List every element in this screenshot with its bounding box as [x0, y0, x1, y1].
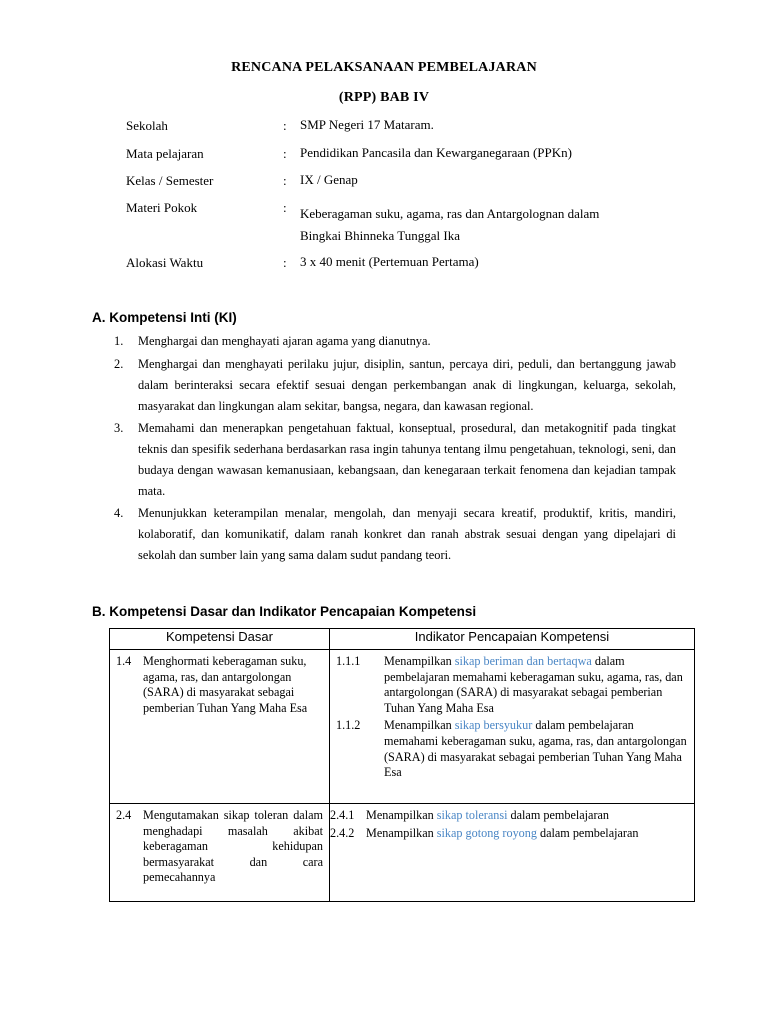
table-header-row	[110, 629, 695, 650]
list-item	[114, 503, 676, 566]
info-value-materi-line1: Keberagaman suku, agama, ras dan Antargolognan dalam	[300, 206, 600, 221]
info-colon: :	[283, 118, 287, 133]
info-value-sekolah: SMP Negeri 17 Mataram.	[300, 117, 434, 132]
indicator-text-post: dalam pembelajaran memahami keberagaman suku, agama, ras, dan antargolongan (SARA) di masyarakat sebagai pemberian Tuhan Yang Maha Esa	[384, 718, 687, 780]
info-colon: :	[283, 200, 287, 215]
list-item-text: Menghargai dan menghayati perilaku jujur, disiplin, santun, percaya diri, peduli, dan bertanggung jawab dalam berinteraksi secara efektif sesuai dengan perkembangan anak di lingkungan, keluarga, sekolah, masyarakat dan lingkungan alam sekitar, bangsa, negara, dan kawasan regional.	[138, 357, 676, 413]
indicator-number: 2.4.2	[330, 825, 355, 840]
kd-number: 2.4	[116, 808, 132, 822]
section-a-heading: A. Kompetensi Inti (KI)	[92, 310, 237, 325]
list-item	[114, 331, 676, 352]
indicator-item	[336, 718, 688, 780]
indicator-text-post: dalam pembelajaran	[536, 825, 639, 840]
info-value-materi-line2: Bingkai Bhinneka Tunggal Ika	[300, 228, 460, 243]
info-label-sekolah: Sekolah	[126, 118, 168, 133]
doc-subtitle: (RPP) BAB IV	[338, 90, 430, 105]
list-item-text: Menunjukkan keterampilan menalar, mengolah, dan menyaji secara kreatif, produktif, kritis, mandiri, kolaboratif, dan komunikatif, dalam ranah konkret dan ranah abstrak sesuai dengan yang dipelajari di sekolah dan sumber lain yang sama dalam sudut pandang teori.	[138, 506, 676, 562]
indicator-text-pre: Menampilkan	[384, 718, 455, 733]
list-item-number: 4.	[114, 506, 124, 520]
table-row	[110, 650, 695, 804]
indicator-item	[330, 826, 688, 842]
column-header-ipk: Indikator Pencapaian Kompetensi	[330, 629, 695, 650]
indicator-text-pre: Menampilkan	[366, 825, 437, 840]
indicator-highlight: sikap gotong royong	[436, 825, 537, 840]
indicator-number: 2.4.1	[330, 808, 355, 822]
indicator-text-pre: Menampilkan	[384, 654, 455, 668]
kd-cell	[110, 650, 330, 804]
kd-text: Menghormati keberagaman suku, agama, ras, dan antargolongan (SARA) di masyarakat sebagai pemberian Tuhan Yang Maha Esa	[143, 654, 308, 715]
indicator-text-post: dalam pembelajaran	[507, 808, 610, 822]
info-value-alokasi: 3 x 40 menit (Pertemuan Pertama)	[300, 254, 479, 269]
list-item	[114, 418, 676, 502]
info-label-alokasi: Alokasi Waktu	[126, 255, 204, 270]
indicator-item	[330, 808, 688, 824]
kd-number: 1.4	[116, 654, 132, 668]
section-b-heading: B. Kompetensi Dasar dan Indikator Pencapaian Kompetensi	[92, 604, 477, 619]
list-item-text: Menghargai dan menghayati ajaran agama yang dianutnya.	[138, 334, 431, 348]
info-label-materi: Materi Pokok	[126, 200, 198, 215]
indicator-highlight: sikap bersyukur	[454, 718, 533, 733]
kd-text: Mengutamakan sikap toleran dalam menghadapi masalah akibat keberagaman kehidupan bermasyarakat dan cara pemecahannya	[143, 808, 323, 885]
list-item	[114, 354, 676, 417]
ki-list	[114, 331, 676, 566]
indicator-number: 1.1.2	[336, 718, 361, 733]
column-header-kd: Kompetensi Dasar	[110, 629, 330, 650]
ipk-cell	[330, 804, 695, 902]
kd-entry	[116, 808, 323, 886]
info-label-mapel: Mata pelajaran	[126, 146, 204, 161]
ipk-cell	[330, 650, 695, 804]
list-item-number: 1.	[114, 334, 124, 348]
info-colon: :	[283, 146, 287, 161]
info-colon: :	[283, 255, 287, 270]
indicator-item	[336, 654, 688, 716]
indicator-text-pre: Menampilkan	[366, 808, 437, 822]
list-item-text: Memahami dan menerapkan pengetahuan faktual, konseptual, prosedural, dan metakognitif pada tingkat teknis dan spesifik sederhana berdasarkan rasa ingin tahunya tentang ilmu pengetahuan, teknologi, seni, dan budaya dengan wawasan kemanusiaan, kebangsaan, dan kenegaraan terkait fenomena dan kejadian tampak mata.	[138, 421, 676, 498]
table-row	[110, 804, 695, 902]
indicator-text-post: dalam pembelajaran memahami keberagaman suku, agama, ras, dan antargolongan (SARA) di masyarakat sebagai pemberian Tuhan Yang Maha Esa	[384, 654, 683, 715]
info-colon: :	[283, 173, 287, 188]
info-label-kelas: Kelas / Semester	[126, 173, 214, 188]
kd-table	[109, 628, 695, 902]
list-item-number: 2.	[114, 357, 124, 371]
kd-entry	[116, 654, 323, 716]
indicator-highlight: sikap beriman dan bertaqwa	[454, 654, 592, 668]
kd-cell	[110, 804, 330, 902]
info-value-mapel: Pendidikan Pancasila dan Kewarganegaraan (PPKn)	[300, 145, 572, 160]
list-item-number: 3.	[114, 421, 124, 435]
indicator-highlight: sikap toleransi	[436, 808, 508, 822]
indicator-number: 1.1.1	[336, 654, 361, 668]
info-value-kelas: IX / Genap	[300, 172, 358, 187]
doc-title: RENCANA PELAKSANAAN PEMBELAJARAN	[231, 60, 537, 75]
